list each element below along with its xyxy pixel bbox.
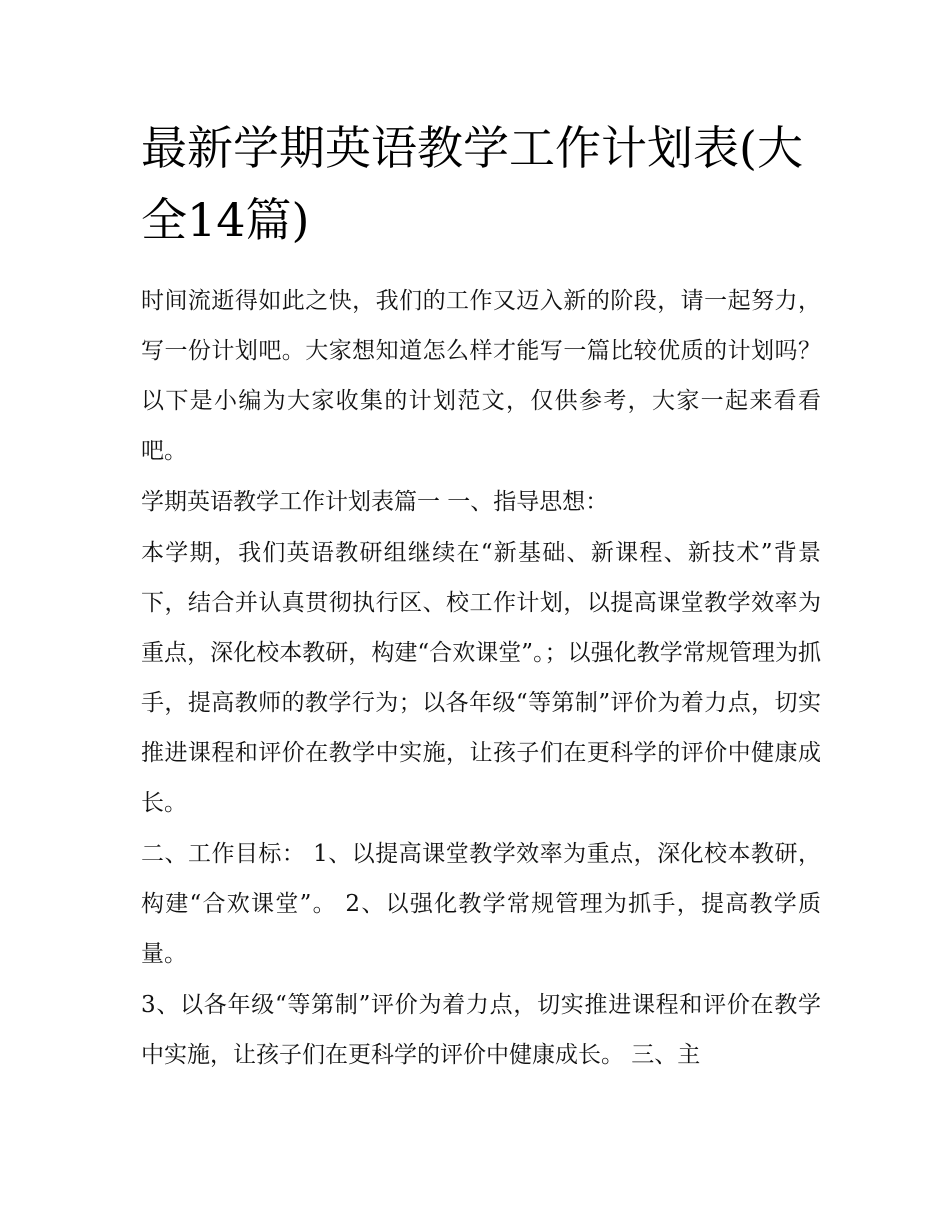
guiding-thought-paragraph: 本学期，我们英语教研组继续在“新基础、新课程、新技术”背景下，结合并认真贯彻执行区、校工作计划，以提高课堂教学效率为重点，深化校本教研，构建“合欢课堂”。；以强化教学常规管理为抓手，提高教师的教学行为；以各年级“等第制”评价为着力点，切实推进课程和评价在教学中实施，让孩子们在更科学的评价中健康成长。 [141,540,821,816]
work-goals-paragraph: 二、工作目标： 1、以提高课堂教学效率为重点，深化校本教研，构建“合欢课堂”。 2、以强化教学常规管理为抓手，提高教学质量。 [141,841,821,967]
goal-three-paragraph: 3、以各年级“等第制”评价为着力点，切实推进课程和评价在教学中实施，让孩子们在更科学的评价中健康成长。 三、主 [141,992,821,1068]
section-heading-paragraph: 学期英语教学工作计划表篇一 一、指导思想： [141,489,609,515]
document-body [141,276,821,1081]
intro-paragraph: 时间流逝得如此之快，我们的工作又迈入新的阶段，请一起努力，写一份计划吧。大家想知道怎么样才能写一篇比较优质的计划吗？以下是小编为大家收集的计划范文，仅供参考，大家一起来看看吧。 [141,288,821,464]
document-title: 最新学期英语教学工作计划表(大全14篇) [141,121,803,247]
